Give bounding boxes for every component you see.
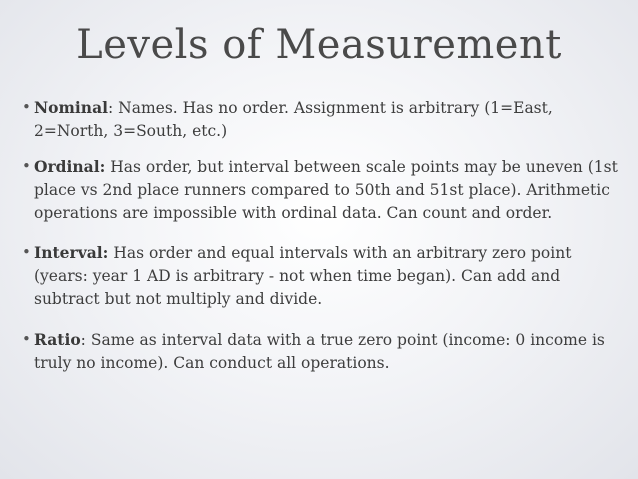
bullet-text: Has order, but interval between scale points may be uneven (1st place vs 2nd place runners compared to 50th and 51st place). Arithmetic operations are impossible with ordinal data. Can count and order. [34, 158, 618, 222]
bullet-text: Same as interval data with a true zero point (income: 0 income is truly no income). Can conduct all operations. [34, 331, 605, 372]
bullet-dot-icon: • [22, 157, 31, 175]
bullet-text: Has order and equal intervals with an arbitrary zero point (years: year 1 AD is arbitrary - not when time began). Can add and subtract but not multiply and divide. [34, 244, 572, 308]
bullet-dot-icon: • [22, 243, 31, 261]
bullet-ratio [22, 328, 622, 375]
bullet-ordinal [22, 155, 622, 225]
bullet-dot-icon: • [22, 330, 31, 348]
bullet-term: Ratio [34, 330, 81, 349]
bullet-term: Ordinal: [34, 157, 106, 176]
bullet-term: Nominal [34, 98, 108, 117]
slide-title: Levels of Measurement [76, 22, 562, 68]
bullet-dot-icon: • [22, 98, 31, 116]
bullet-separator: : [108, 99, 119, 117]
bullet-nominal [22, 96, 622, 143]
bullet-separator: : [80, 331, 91, 349]
bullet-text: Names. Has no order. Assignment is arbitrary (1=East, 2=North, 3=South, etc.) [34, 99, 553, 140]
bullet-term: Interval: [34, 243, 109, 262]
bullet-interval [22, 241, 622, 311]
bullet-list [22, 96, 622, 392]
